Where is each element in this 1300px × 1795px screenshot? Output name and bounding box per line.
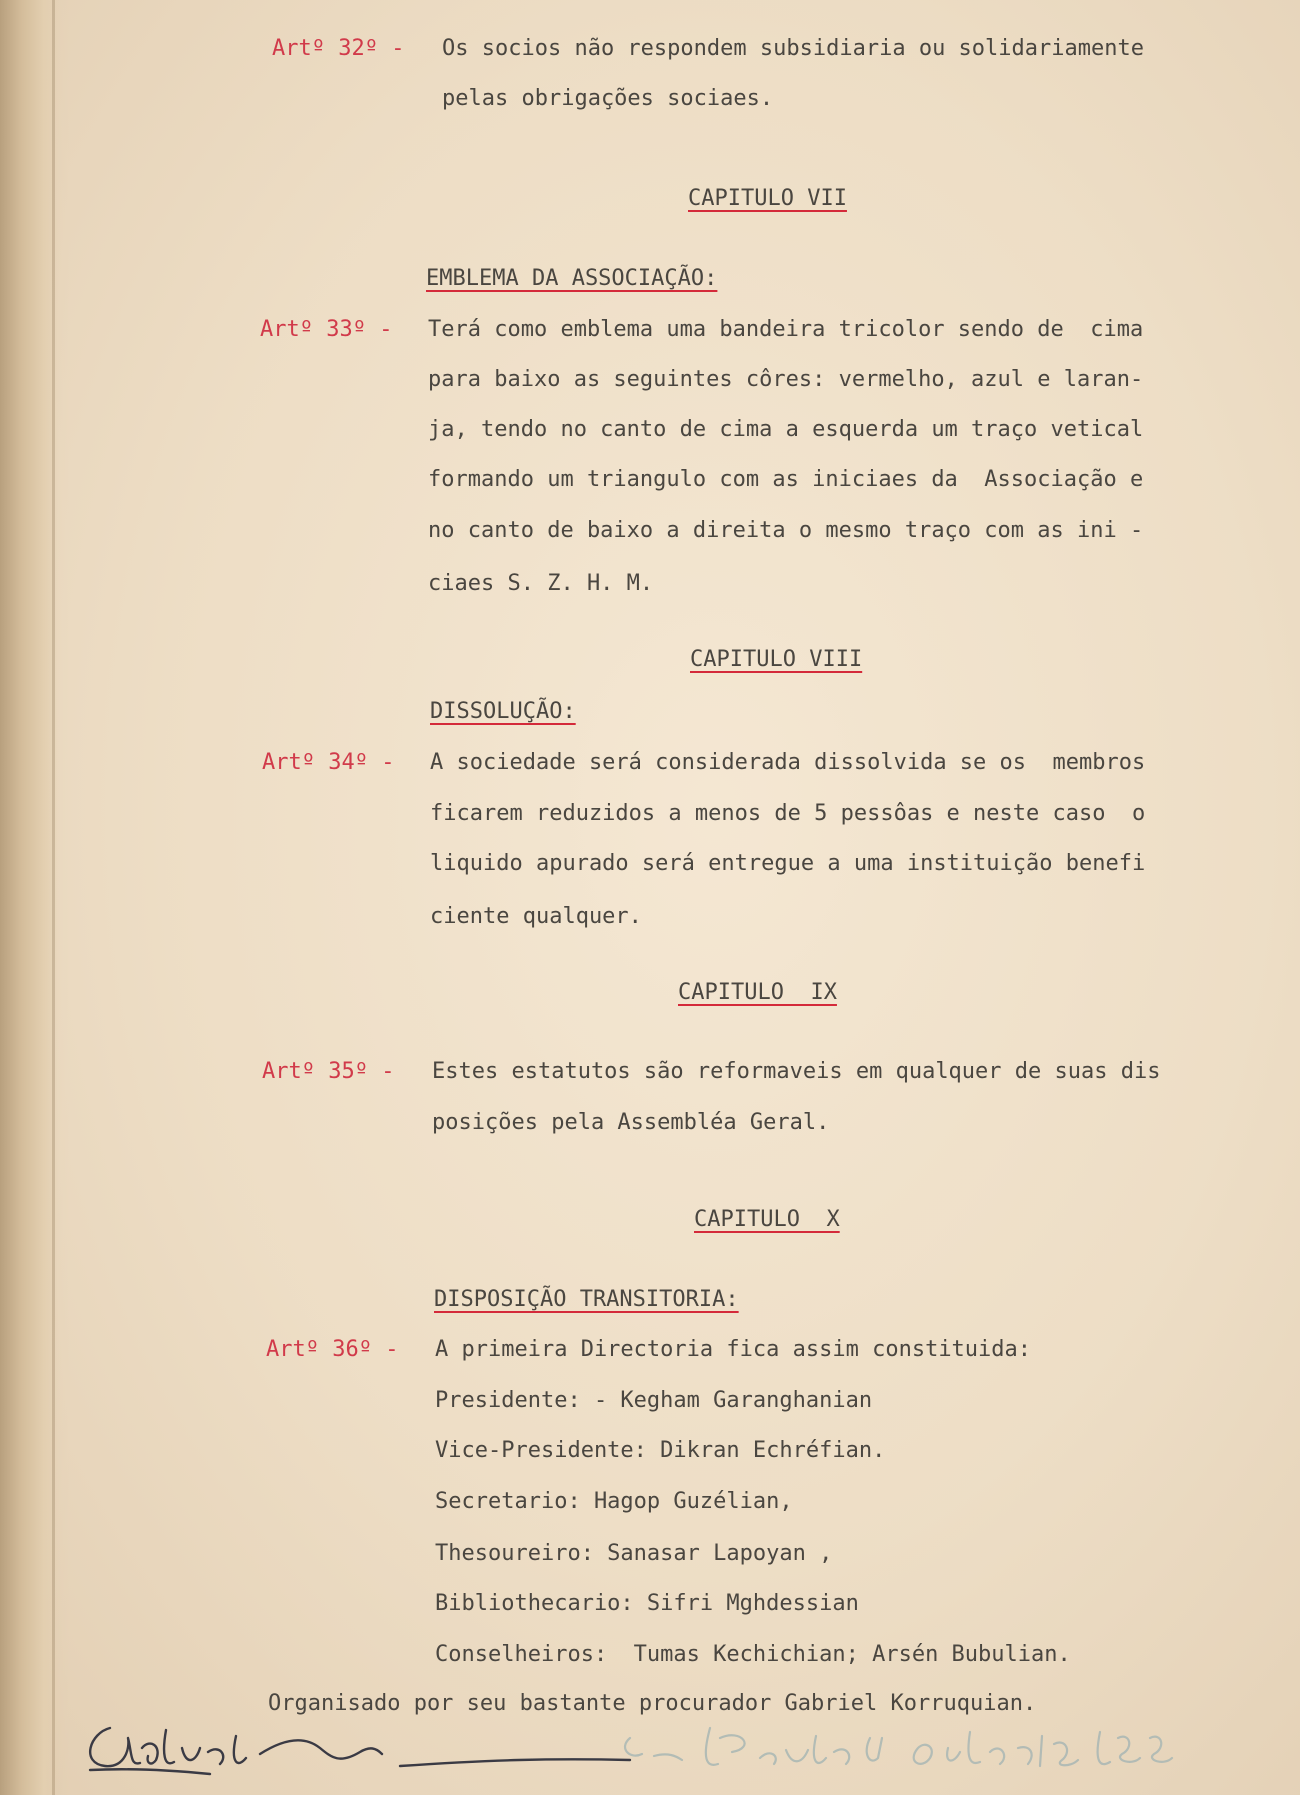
article-33-label: Artº 33º - (260, 317, 393, 342)
board-treasurer: Thesoureiro: Sanasar Lapoyan , (435, 1541, 833, 1566)
article-33-line-4: formando um triangulo com as iniciaes da Associação e (428, 467, 1144, 492)
article-32-line-1: Os socios não respondem subsidiaria ou solidariamente (442, 36, 1144, 61)
article-33-line-1: Terá como emblema uma bandeira tricolor sendo de cima (428, 317, 1144, 342)
chapter-9-title: CAPITULO IX (678, 980, 837, 1005)
article-35-line-1: Estes estatutos são reformaveis em qualquer de suas dis (432, 1059, 1161, 1084)
board-counselors: Conselheiros: Tumas Kechichian; Arsén Bubulian. (435, 1642, 1071, 1667)
handwritten-signature (70, 1708, 1250, 1788)
article-33-line-6: ciaes S. Z. H. M. (428, 571, 654, 596)
article-33-line-3: ja, tendo no canto de cima a esquerda um traço vetical (428, 417, 1144, 442)
article-34-line-1: A sociedade será considerada dissolvida se os membros (430, 750, 1146, 775)
board-secretary: Secretario: Hagop Guzélian, (435, 1489, 793, 1514)
board-librarian: Bibliothecario: Sifri Mghdessian (435, 1591, 859, 1616)
article-33-line-5: no canto de baixo a direita o mesmo traço com as ini - (428, 518, 1144, 543)
article-34-label: Artº 34º - (262, 750, 395, 775)
board-vice-president: Vice-Presidente: Dikran Echréfian. (435, 1438, 886, 1463)
binding-shadow (0, 0, 58, 1795)
chapter-8-title: CAPITULO VIII (690, 647, 863, 672)
article-32-line-2: pelas obrigações sociaes. (442, 86, 774, 111)
article-36-label: Artº 36º - (266, 1337, 399, 1362)
board-president: Presidente: - Kegham Garanghanian (435, 1388, 873, 1413)
article-34-line-2: ficarem reduzidos a menos de 5 pessôas e neste caso o (430, 801, 1146, 826)
article-34-line-4: ciente qualquer. (430, 904, 642, 929)
article-36-line-1: A primeira Directoria fica assim constituida: (435, 1337, 1032, 1362)
chapter-8-subtitle: DISSOLUÇÃO: (430, 699, 576, 724)
article-35-label: Artº 35º - (262, 1059, 395, 1084)
chapter-10-subtitle: DISPOSIÇÃO TRANSITORIA: (434, 1287, 739, 1312)
closing-statement: Organisado por seu bastante procurador Gabriel Korruquian. (268, 1691, 1037, 1716)
chapter-7-title: CAPITULO VII (688, 186, 847, 211)
chapter-10-title: CAPITULO X (694, 1207, 840, 1232)
article-32-label: Artº 32º - (272, 36, 405, 61)
article-35-line-2: posições pela Assembléa Geral. (432, 1110, 830, 1135)
chapter-7-subtitle: EMBLEMA DA ASSOCIAÇÃO: (426, 266, 718, 291)
article-33-line-2: para baixo as seguintes côres: vermelho, azul e laran- (428, 367, 1144, 392)
page-fold (52, 0, 55, 1795)
article-34-line-3: liquido apurado será entregue a uma instituição benefi (430, 851, 1146, 876)
